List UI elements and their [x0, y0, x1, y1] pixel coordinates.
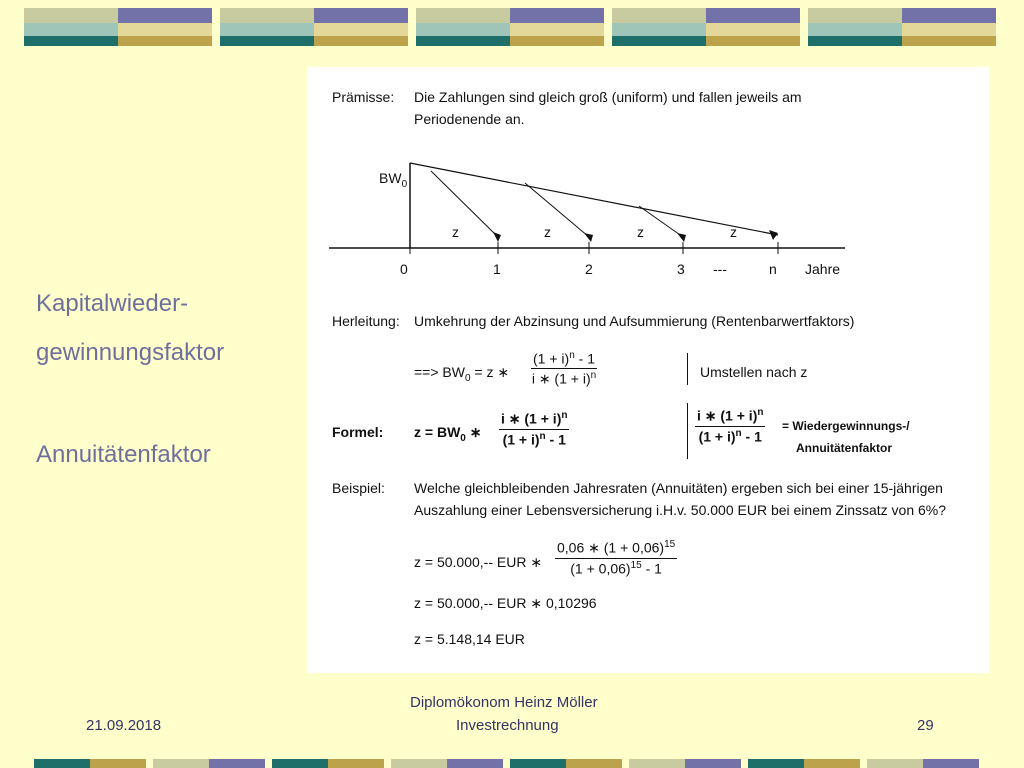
factor-name-line-1: = Wiedergewinnungs-/	[782, 419, 910, 433]
calc-1-lhs: z = 50.000,-- EUR ∗	[414, 554, 543, 570]
z-label-2: z	[544, 224, 551, 240]
example-text-line-2: Auszahlung einer Lebensversicherung i.H.v. 50.000 EUR bei einem Zinssatz von 6%?	[414, 502, 947, 518]
tick-label-dashes: ---	[713, 261, 727, 277]
z-label-4: z	[730, 224, 737, 240]
tick-label-3: 3	[677, 261, 685, 277]
premise-text-line-1: Die Zahlungen sind gleich groß (uniform) und fallen jeweils am	[414, 89, 802, 105]
footer-course: Investrechnung	[456, 717, 559, 734]
top-decoration	[0, 0, 1024, 50]
factor-separator	[687, 403, 688, 459]
factor-name-line-2: Annuitätenfaktor	[796, 441, 892, 455]
z-label-1: z	[452, 224, 459, 240]
derivation-fraction: $\frac{(1 + i)^n - 1}{i ∗ (1 + i)^n}$	[531, 350, 597, 387]
side-title-annuity: Annuitätenfaktor	[36, 441, 211, 468]
calc-2: z = 50.000,-- EUR ∗ 0,10296	[414, 595, 597, 611]
bw-label: $BW_0$	[379, 170, 408, 190]
side-title-line-1: Kapitalwieder-	[36, 290, 189, 317]
z-label-3: z	[637, 224, 644, 240]
calc-3: z = 5.148,14 EUR	[414, 631, 525, 647]
timeline-diagram	[307, 157, 989, 307]
premise-text-line-2: Periodenende an.	[414, 111, 525, 127]
tick-label-n: n	[769, 261, 777, 277]
bottom-decoration	[0, 756, 1024, 768]
tick-label-0: 0	[400, 261, 408, 277]
arrowhead-1	[493, 232, 501, 242]
premise-label: Prämisse:	[332, 89, 395, 105]
arrow-2	[525, 183, 589, 237]
footer-page-number: 29	[917, 717, 934, 734]
example-text-line-1: Welche gleichbleibenden Jahresraten (Annuitäten) ergeben sich bei einer 15-jährigen	[414, 480, 943, 496]
calc-1-fraction: $\frac{0,06 ∗ (1 + 0,06)^{15}}{(1 + 0,06)^{15} - 1}$	[557, 539, 676, 577]
discount-line	[410, 163, 778, 235]
arrowhead-2	[584, 233, 593, 242]
formula-label: Formel:	[332, 424, 384, 440]
arrowhead-3	[677, 233, 686, 242]
factor-fraction: $\frac{i ∗ (1 + i)^n}{(1 + i)^n - 1}$	[697, 407, 764, 445]
arrow-1	[431, 171, 498, 237]
derivation-label: Herleitung:	[332, 313, 400, 329]
example-label: Beispiel:	[332, 480, 385, 496]
footer-date: 21.09.2018	[86, 717, 162, 734]
tick-label-1: 1	[493, 261, 501, 277]
rearrange-note: Umstellen nach z	[700, 364, 808, 380]
formula-fraction: $\frac{i ∗ (1 + i)^n}{(1 + i)^n - 1}$	[501, 410, 568, 448]
side-title-line-2: gewinnungsfaktor	[36, 339, 225, 366]
derivation-text: Umkehrung der Abzinsung und Aufsummierung (Rentenbarwertfaktors)	[414, 313, 855, 329]
formula-lhs: $z = BW_0$ ∗	[414, 424, 482, 444]
footer-author: Diplomökonom Heinz Möller	[410, 694, 598, 711]
axis-label-years: Jahre	[805, 261, 841, 277]
content-panel	[307, 67, 989, 673]
arrow-3	[639, 206, 683, 237]
derivation-formula-lhs: ==> $BW_0 = z$ ∗	[414, 364, 510, 384]
rearrange-separator	[687, 353, 688, 385]
tick-label-2: 2	[585, 261, 593, 277]
